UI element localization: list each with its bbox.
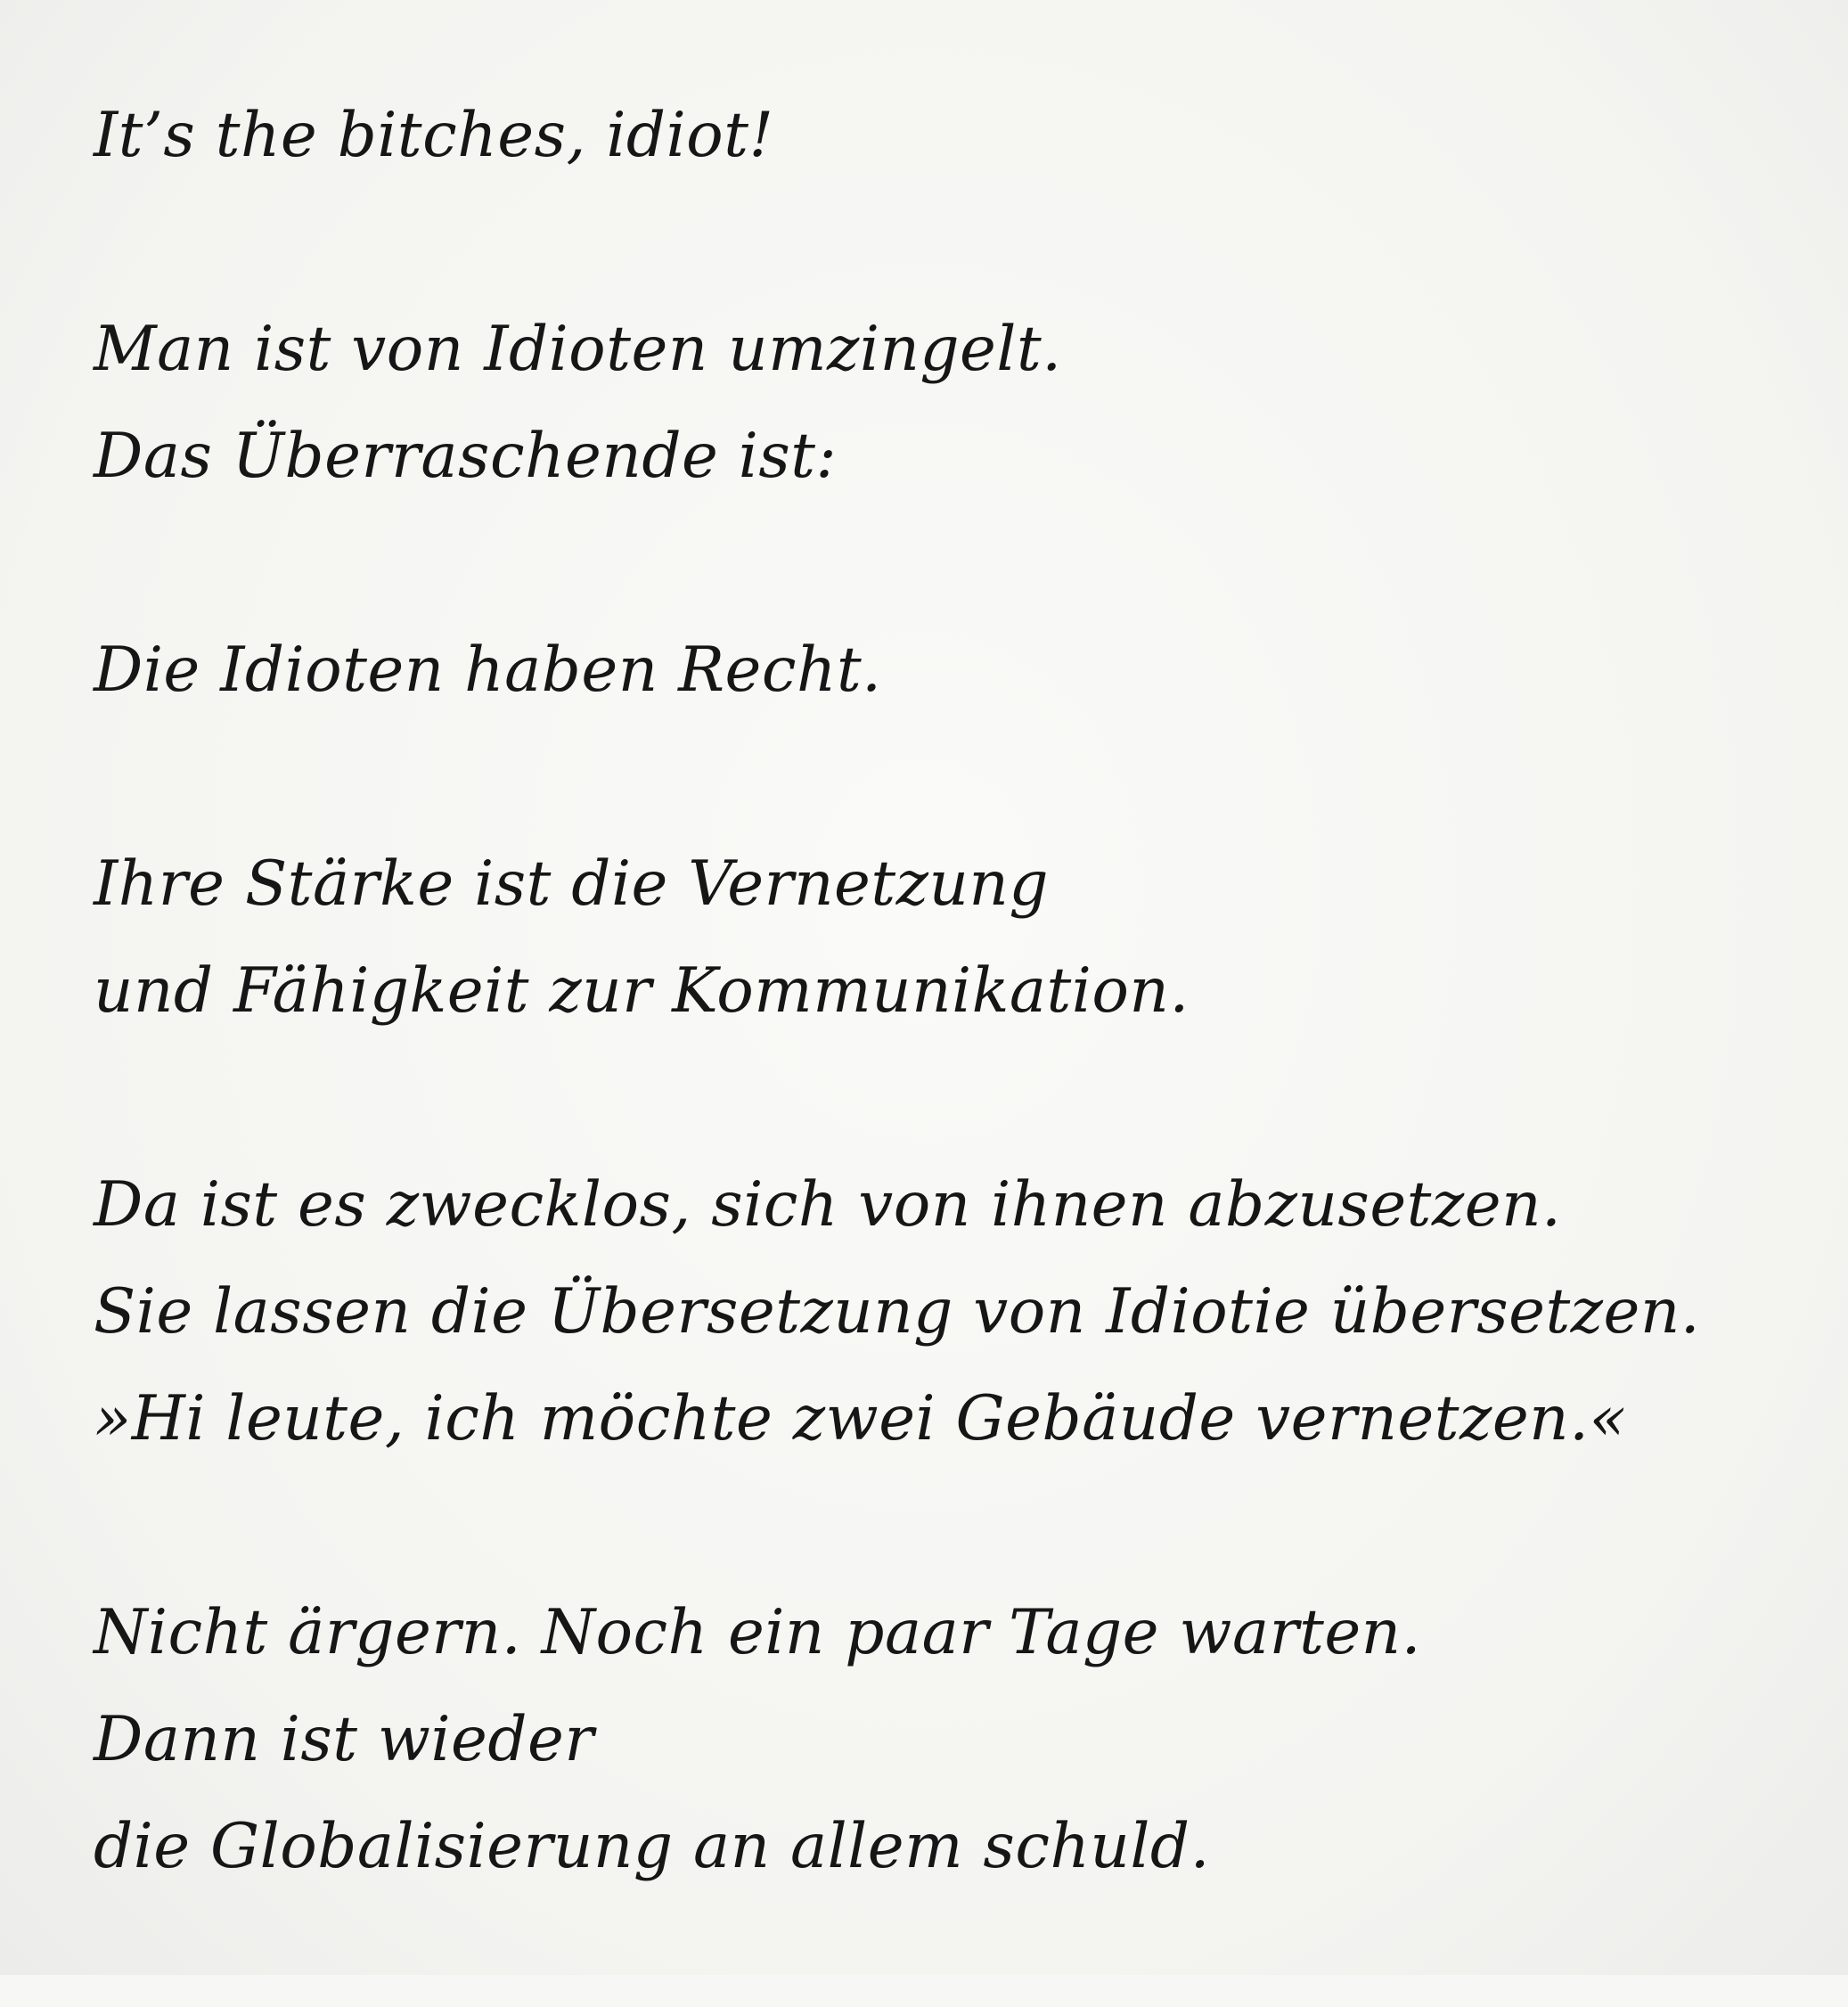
poem-line: »Hi leute, ich möchte zwei Gebäude vernetzen.« [94, 1383, 1628, 1454]
poem [94, 82, 1787, 2007]
poem-line: und Fähigkeit zur Kommunikation. [94, 955, 1190, 1027]
stanza-5 [94, 1579, 1787, 1900]
poem-line: Da ist es zwecklos, sich von ihnen abzusetzen. [94, 1169, 1562, 1241]
poem-title-stanza [94, 82, 1787, 189]
stanza-4 [94, 1151, 1787, 1472]
poem-line: Das Überraschende ist: [94, 421, 838, 492]
poem-line: Ihre Stärke ist die Vernetzung [94, 848, 1050, 920]
stanza-1 [94, 296, 1787, 510]
poem-line: Die Idioten haben Recht. [94, 635, 882, 706]
stanza-2 [94, 617, 1787, 724]
poem-line: Sie lassen die Übersetzung von Idiotie übersetzen. [94, 1276, 1701, 1348]
poem-line: Nicht ärgern. Noch ein paar Tage warten. [94, 1597, 1422, 1668]
poem-line: Dann ist wieder [94, 1704, 594, 1775]
stanza-3 [94, 831, 1787, 1044]
poem-title: It’s the bitches, idiot! [94, 100, 774, 171]
poem-line: Man ist von Idioten umzingelt. [94, 314, 1062, 385]
poem-line: die Globalisierung an allem schuld. [94, 1811, 1211, 1882]
